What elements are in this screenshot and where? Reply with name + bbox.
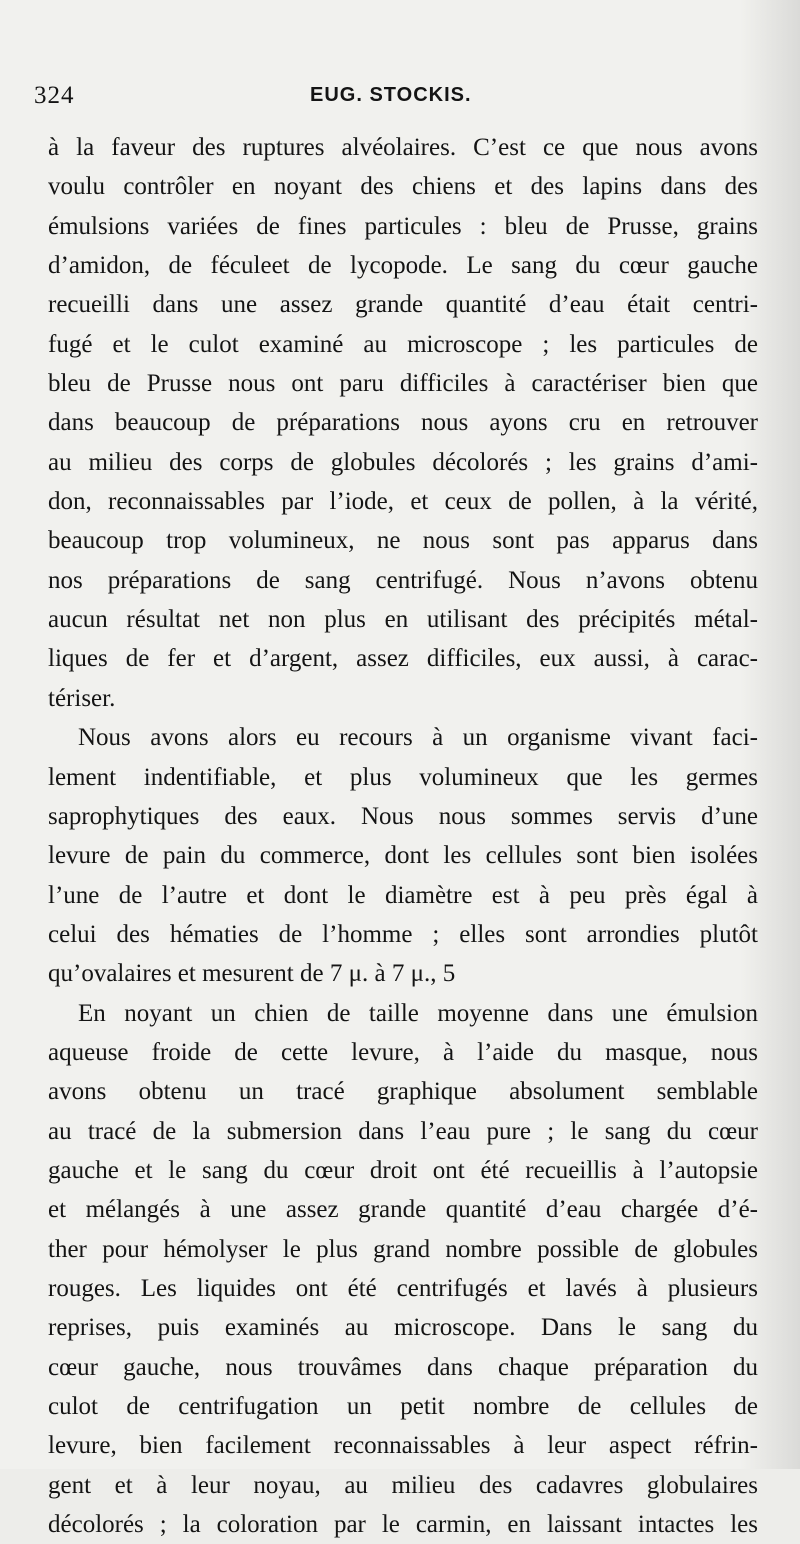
text-line: cœur gauche, nous trouvâmes dans chaque préparation du	[48, 1353, 758, 1381]
text-line: levure de pain du commerce, dont les cellules sont bien isolées	[48, 842, 758, 870]
text-line: avons obtenu un tracé graphique absolument semblable	[48, 1078, 758, 1106]
text-line: à la faveur des ruptures alvéolaires. C’est ce que nous avons	[48, 134, 758, 161]
text-line: gent et à leur noyau, au milieu des cadavres globulaires	[48, 1471, 758, 1499]
running-head	[34, 82, 774, 112]
text-line: liques de fer et d’argent, assez difficiles, eux aussi, à carac-	[48, 645, 758, 673]
text-line: don, reconnaissables par l’iode, et ceux de pollen, à la vérité,	[48, 488, 758, 516]
text-line: fugé et le culot examiné au microscope ; les particules de	[48, 330, 758, 358]
body-text	[48, 128, 758, 1544]
text-line: beaucoup trop volumineux, ne nous sont pas apparus dans	[48, 527, 758, 555]
text-line: recueilli dans une assez grande quantité d’eau était centri-	[48, 291, 758, 319]
text-line: rouges. Les liquides ont été centrifugés et lavés à plusieurs	[48, 1274, 758, 1302]
text-line: au tracé de la submersion dans l’eau pure ; le sang du cœur	[48, 1117, 758, 1145]
paragraph-start-line: En noyant un chien de taille moyenne dans une émulsion	[78, 999, 758, 1027]
text-line: bleu de Prusse nous ont paru difficiles à caractériser bien que	[48, 370, 758, 398]
text-line: nos préparations de sang centrifugé. Nous n’avons obtenu	[48, 566, 758, 594]
text-line: émulsions variées de fines particules : bleu de Prusse, grains	[48, 212, 758, 240]
paragraph-end-line: qu’ovalaires et mesurent de 7 μ. à 7 μ., 5	[48, 960, 456, 988]
text-line: aucun résultat net non plus en utilisant des précipités métal-	[48, 606, 758, 634]
text-line: reprises, puis examinés au microscope. Dans le sang du	[48, 1314, 758, 1342]
text-line: d’amidon, de féculeet de lycopode. Le sang du cœur gauche	[48, 252, 758, 280]
text-line: gauche et le sang du cœur droit ont été recueillis à l’autopsie	[48, 1156, 758, 1184]
page-number: 324	[34, 82, 75, 109]
text-line: saprophytiques des eaux. Nous nous sommes servis d’une	[48, 802, 758, 830]
paragraph-end-line: tériser.	[48, 684, 116, 712]
text-line: celui des hématies de l’homme ; elles sont arrondies plutôt	[48, 920, 758, 948]
text-line: au milieu des corps de globules décolorés ; les grains d’ami-	[48, 448, 758, 476]
paragraph-start-line: Nous avons alors eu recours à un organisme vivant faci-	[78, 724, 758, 752]
running-head-author: EUG. STOCKIS.	[310, 84, 472, 106]
text-line: levure, bien facilement reconnaissables à leur aspect réfrin-	[48, 1432, 758, 1460]
text-line: décolorés ; la coloration par le carmin, en laissant intactes les	[48, 1511, 758, 1539]
text-line: ther pour hémolyser le plus grand nombre possible de globules	[48, 1235, 758, 1263]
text-line: lement indentifiable, et plus volumineux que les germes	[48, 763, 758, 791]
text-line: et mélangés à une assez grande quantité d’eau chargée d’é-	[48, 1196, 758, 1224]
text-line: l’une de l’autre et dont le diamètre est à peu près égal à	[48, 881, 758, 909]
text-line: culot de centrifugation un petit nombre de cellules de	[48, 1393, 758, 1420]
text-line: voulu contrôler en noyant des chiens et des lapins dans des	[48, 173, 758, 201]
text-line: aqueuse froide de cette levure, à l’aide du masque, nous	[48, 1038, 758, 1066]
text-line: dans beaucoup de préparations nous ayons cru en retrouver	[48, 409, 758, 437]
